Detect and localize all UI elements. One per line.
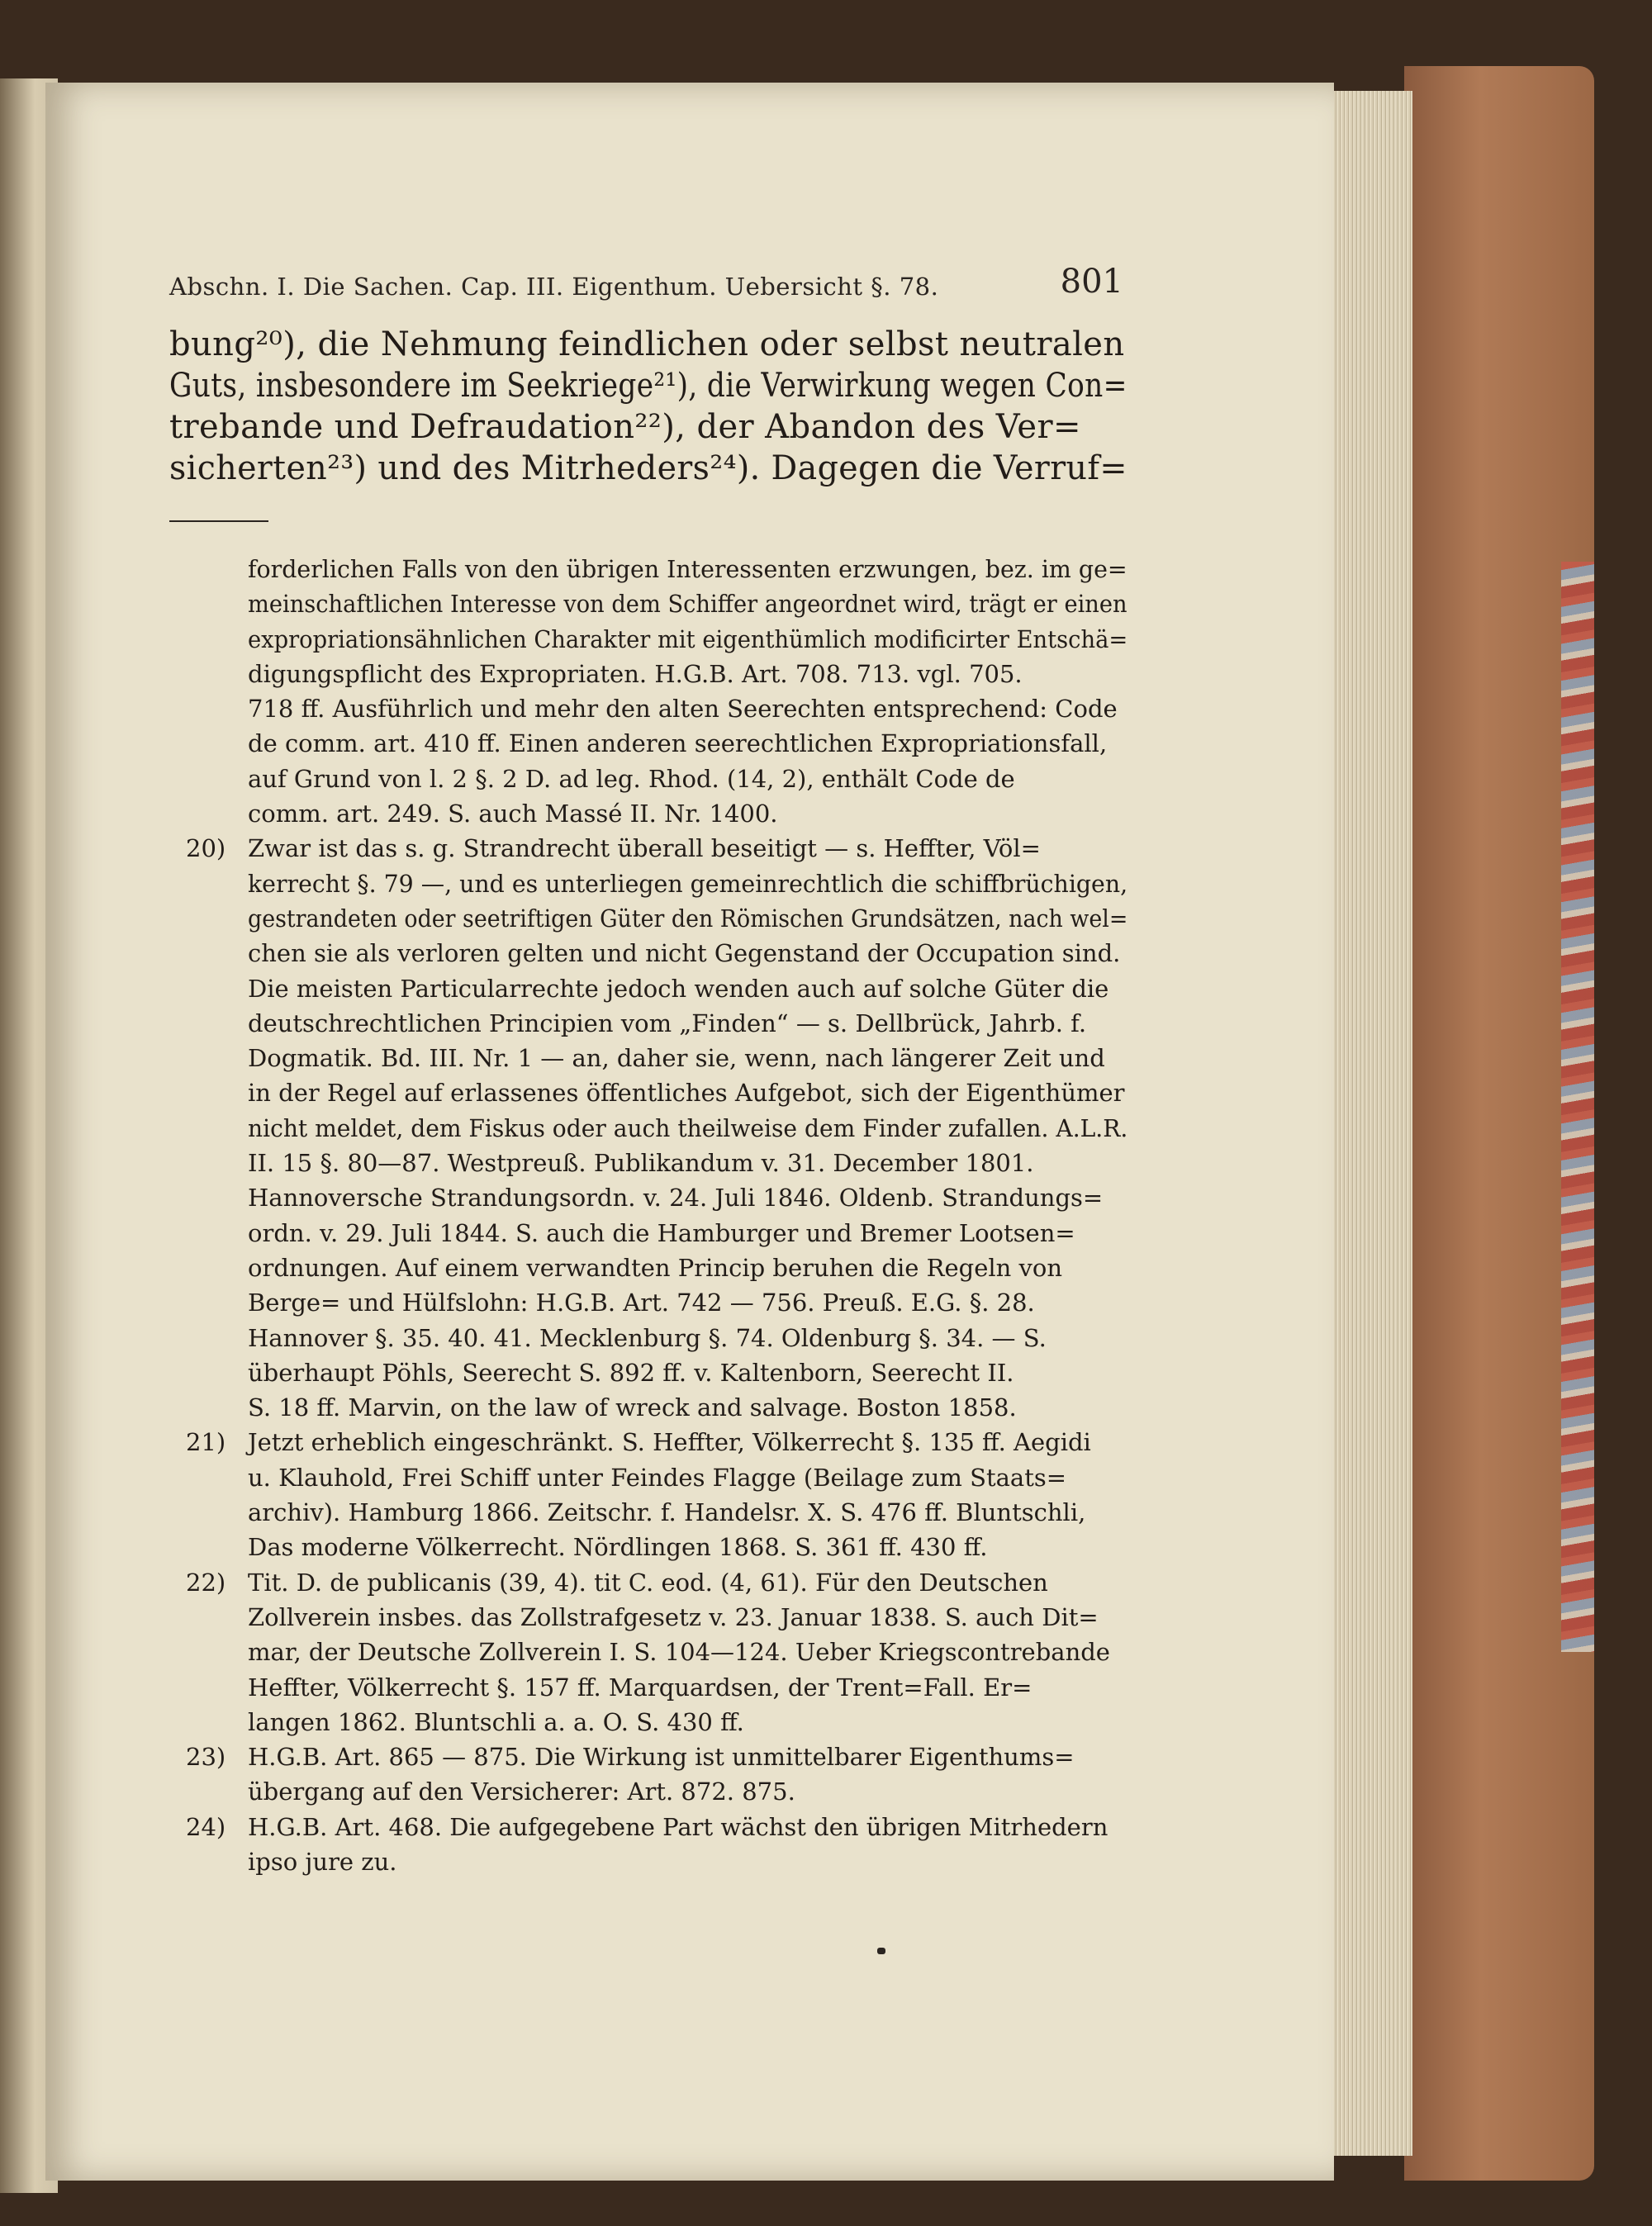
footnote-line: 718 ff. Ausführlich und mehr den alten Seerechten entsprechend: Code: [248, 695, 1118, 724]
footnote-21: [186, 1425, 1127, 1564]
footnote-line: ipso jure zu.: [248, 1847, 397, 1876]
main-text-line: sicherten²³) und des Mitrheders²⁴). Dagegen die Verruf=: [169, 449, 1127, 487]
footnote-line: H.G.B. Art. 865 — 875. Die Wirkung ist unmittelbarer Eigenthums=: [248, 1743, 1075, 1772]
footnote-line: meinschaftlichen Interesse von dem Schiffer angeordnet wird, trägt er einen: [248, 590, 1127, 619]
footnote-line: Hannoversche Strandungsordn. v. 24. Juli 1846. Oldenb. Strandungs=: [248, 1184, 1104, 1213]
footnote-line: expropriationsähnlichen Charakter mit eigenthümlich modificirter Entschä=: [248, 624, 1128, 653]
page-number: 801: [1060, 263, 1123, 301]
footnote-22: [186, 1565, 1127, 1740]
footnote-line: Dogmatik. Bd. III. Nr. 1 — an, daher sie, wenn, nach längerer Zeit und: [248, 1044, 1105, 1073]
footnote-line: nicht meldet, dem Fiskus oder auch theilweise dem Finder zufallen. A.L.R.: [248, 1113, 1128, 1142]
header-title: Abschn. I. Die Sachen. Cap. III. Eigenthum. Uebersicht §. 78.: [169, 273, 939, 301]
footnote-number: 21): [186, 1428, 226, 1457]
footnote-line: ordn. v. 29. Juli 1844. S. auch die Hamburger und Bremer Lootsen=: [248, 1218, 1075, 1247]
footnote-line: langen 1862. Bluntschli a. a. O. S. 430 ff.: [248, 1707, 744, 1736]
footnote-line: Hannover §. 35. 40. 41. Mecklenburg §. 74. Oldenburg §. 34. — S.: [248, 1323, 1047, 1352]
footnote-line: chen sie als verloren gelten und nicht Gegenstand der Occupation sind.: [248, 939, 1121, 968]
footnote-number: 23): [186, 1743, 226, 1772]
footnote-line: auf Grund von l. 2 §. 2 D. ad leg. Rhod. (14, 2), enthält Code de: [248, 764, 1015, 793]
ink-speck: [877, 1948, 885, 1954]
footnote-line: H.G.B. Art. 468. Die aufgegebene Part wächst den übrigen Mitrhedern: [248, 1812, 1108, 1841]
footnote-line: de comm. art. 410 ff. Einen anderen seerechtlichen Expropriationsfall,: [248, 729, 1108, 758]
footnote-24: [186, 1810, 1127, 1880]
main-text-line: Guts, insbesondere im Seekriege²¹), die Verwirkung wegen Con=: [169, 367, 1127, 405]
footnote-line: deutschrechtlichen Principien vom „Finden“ — s. Dellbrück, Jahrb. f.: [248, 1009, 1087, 1037]
footnote-line: gestrandeten oder seetriftigen Güter den Römischen Grundsätzen, nach wel=: [248, 904, 1128, 933]
footnote-line: digungspflicht des Expropriaten. H.G.B. Art. 708. 713. vgl. 705.: [248, 659, 1023, 688]
footnote-line: Heffter, Völkerrecht §. 157 ff. Marquardsen, der Trent=Fall. Er=: [248, 1673, 1032, 1702]
main-text-line: trebande und Defraudation²²), der Abandon des Ver=: [169, 408, 1081, 446]
footnotes: [186, 552, 1127, 1879]
footnote-line: forderlichen Falls von den übrigen Interessenten erzwungen, bez. im ge=: [248, 555, 1127, 583]
footnote-line: Tit. D. de publicanis (39, 4). tit C. eod. (4, 61). Für den Deutschen: [248, 1568, 1048, 1597]
footnote-line: II. 15 §. 80—87. Westpreuß. Publikandum v. 31. December 1801.: [248, 1149, 1034, 1178]
footnote-20: [186, 831, 1127, 1425]
footnote-number: 24): [186, 1812, 226, 1841]
footnote-line: Zwar ist das s. g. Strandrecht überall beseitigt — s. Heffter, Völ=: [248, 834, 1041, 863]
footnote-continuation: [186, 552, 1127, 831]
footnote-line: S. 18 ff. Marvin, on the law of wreck and salvage. Boston 1858.: [248, 1393, 1017, 1422]
footnote-line: Zollverein insbes. das Zollstrafgesetz v. 23. Januar 1838. S. auch Dit=: [248, 1602, 1099, 1631]
main-text: [169, 324, 1127, 489]
footnote-line: mar, der Deutsche Zollverein I. S. 104—124. Ueber Kriegscontrebande: [248, 1638, 1110, 1667]
footnote-23: [186, 1740, 1127, 1810]
footnote-line: Das moderne Völkerrecht. Nördlingen 1868. S. 361 ff. 430 ff.: [248, 1533, 988, 1562]
footnote-number: 20): [186, 834, 226, 863]
footnote-line: ordnungen. Auf einem verwandten Princip beruhen die Regeln von: [248, 1253, 1063, 1282]
footnote-line: archiv). Hamburg 1866. Zeitschr. f. Handelsr. X. S. 476 ff. Bluntschli,: [248, 1498, 1086, 1527]
footnote-separator: [169, 520, 268, 522]
footnote-line: in der Regel auf erlassenes öffentliches Aufgebot, sich der Eigenthümer: [248, 1079, 1125, 1108]
footnote-line: Berge= und Hülfslohn: H.G.B. Art. 742 — 756. Preuß. E.G. §. 28.: [248, 1289, 1035, 1317]
footnote-line: übergang auf den Versicherer: Art. 872. 875.: [248, 1777, 795, 1806]
main-text-line: bung²⁰), die Nehmung feindlichen oder selbst neutralen: [169, 325, 1125, 363]
footnote-line: Die meisten Particularrechte jedoch wenden auch auf solche Güter die: [248, 974, 1109, 1003]
footnote-line: u. Klauhold, Frei Schiff unter Feindes Flagge (Beilage zum Staats=: [248, 1463, 1067, 1492]
footnote-line: überhaupt Pöhls, Seerecht S. 892 ff. v. Kaltenborn, Seerecht II.: [248, 1358, 1014, 1387]
footnote-line: kerrecht §. 79 —, und es unterliegen gemeinrechtlich die schiffbrüchigen,: [248, 869, 1128, 898]
marbled-edge: [1561, 562, 1594, 1652]
footnote-line: Jetzt erheblich eingeschränkt. S. Heffter, Völkerrecht §. 135 ff. Aegidi: [248, 1428, 1091, 1457]
footnote-line: comm. art. 249. S. auch Massé II. Nr. 1400.: [248, 800, 778, 828]
running-header: [169, 263, 1123, 304]
footnote-number: 22): [186, 1568, 226, 1597]
